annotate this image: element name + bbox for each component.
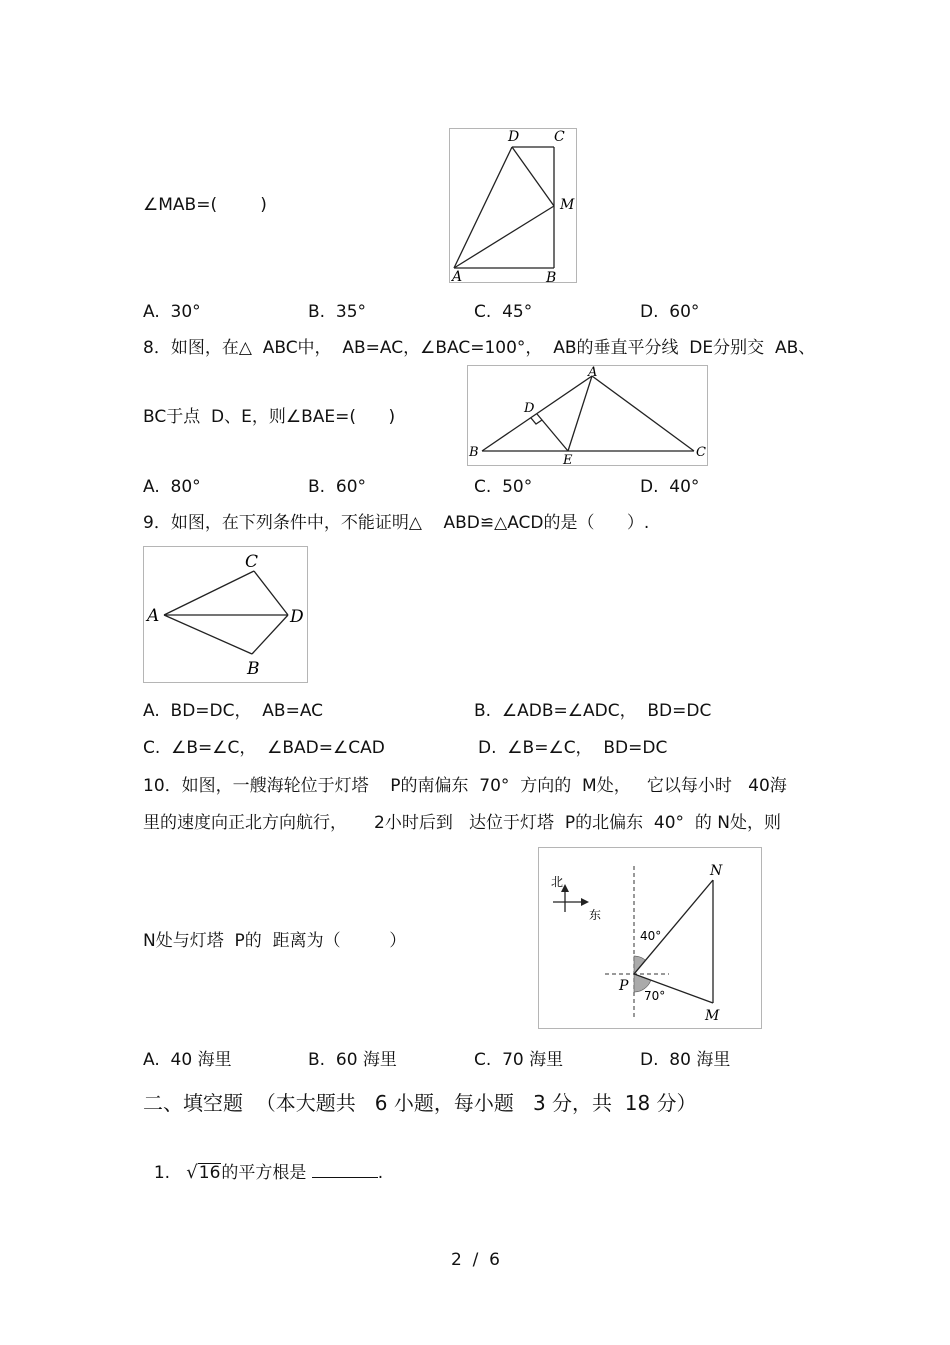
q8-line1: 8．如图，在△ ABC中， AB=AC，∠BAC=100°， AB的垂直平分线 DE分别交 AB、 [143,338,816,358]
q7-label-m: M [560,197,575,213]
q10-label-n: N [710,863,723,879]
q10-label-p: P [619,978,629,994]
q10-line1: 10．如图，一艘海轮位于灯塔 P的南偏东 70° 方向的 M处， 它以每小时 40海 [143,776,787,796]
q9-line1: 9．如图，在下列条件中，不能证明△ ABD≌△ACD的是（ ）. [143,513,650,533]
q8-label-b: B [469,445,479,460]
fill-q1-radicand: 16 [198,1163,221,1183]
q10-angle-40: 40° [640,929,662,943]
q9-label-c: C [245,552,259,572]
q7-label-b: B [546,270,557,282]
q8-option-b: B. 60° [308,477,367,497]
fill-q1-number: 1. [153,1163,171,1183]
q8-label-a: A [588,366,598,380]
q9-option-d: D. ∠B=∠C， BD=DC [478,738,668,758]
east-arrow-icon [581,898,589,906]
section-heading: 二、填空题 （本大题共 6 小题，每小题 3 分，共 18 分） [143,1091,697,1115]
fill-q1-text: 的平方根是 [221,1163,307,1183]
q7-label-c: C [554,129,565,145]
q8-option-a: A. 80° [143,477,201,497]
q10-label-north: 北 [551,875,564,889]
q9-option-a: A. BD=DC， AB=AC [143,701,324,721]
fill-question-1: 1. √16的平方根是 . [153,1162,384,1183]
answer-blank[interactable] [312,1163,378,1178]
q10-option-c: C. 70 海里 [474,1050,564,1070]
q7-label-a: A [452,269,463,282]
q9-label-d: D [290,607,304,627]
sqrt-icon: √ [186,1162,198,1183]
q10-line2: 里的速度向正北方向航行， 2小时后到 达位于灯塔 P的北偏东 40° 的 N处，则 [143,813,781,833]
q10-option-a: A. 40 海里 [143,1050,232,1070]
q8-label-c: C [696,445,706,460]
q10-angle-70: 70° [644,989,666,1003]
q7-option-b: B. 35° [308,302,367,322]
q10-label-east: 东 [589,908,602,922]
q8-label-d: D [524,401,535,416]
q9-option-c: C. ∠B=∠C， ∠BAD=∠CAD [143,738,385,758]
q10-option-d: D. 80 海里 [640,1050,731,1070]
q7-option-a: A. 30° [143,302,201,322]
q10-option-b: B. 60 海里 [308,1050,397,1070]
q9-option-b: B. ∠ADB=∠ADC， BD=DC [474,701,712,721]
q8-label-e: E [563,453,573,465]
q7-option-d: D. 60° [640,302,700,322]
q7-label-d: D [508,129,520,145]
q10-figure [538,847,762,1029]
q9-label-a: A [147,606,160,626]
q8-line2: BC于点 D、E，则∠BAE=( ) [143,407,396,427]
q9-label-b: B [247,659,260,679]
q7-figure [449,128,577,283]
q7-option-c: C. 45° [474,302,533,322]
q8-figure [467,365,708,466]
q10-line3: N处与灯塔 P的 距离为（ ） [143,931,407,951]
q9-figure [143,546,308,683]
page-number: 2 / 6 [451,1250,500,1270]
q7-stem: ∠MAB=( ) [143,195,267,215]
q8-option-c: C. 50° [474,477,533,497]
q8-option-d: D. 40° [640,477,700,497]
q10-label-m: M [705,1008,720,1024]
